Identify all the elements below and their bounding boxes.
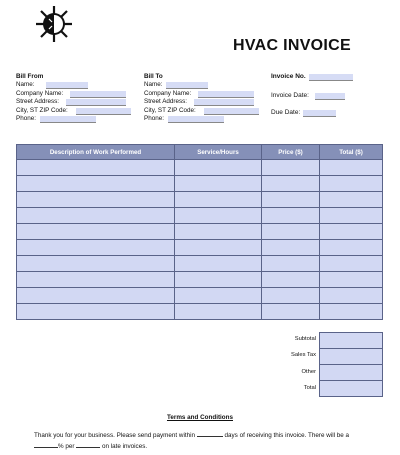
late-fee-period-blank[interactable]: [76, 441, 100, 448]
field-label: Name:: [144, 81, 163, 89]
column-header-description: Description of Work Performed: [17, 145, 175, 160]
column-header-total: Total ($): [320, 145, 383, 160]
description-cell[interactable]: [17, 240, 175, 256]
price-cell[interactable]: [262, 304, 320, 320]
late-fee-percent-blank[interactable]: [34, 441, 58, 448]
field-label: Street Address:: [144, 98, 188, 106]
bill-to-company-field[interactable]: [198, 91, 254, 98]
bill-to-section: [144, 73, 264, 123]
invoice-date-label: Invoice Date:: [271, 92, 309, 99]
invoice-number-label: Invoice No.: [271, 73, 306, 80]
bill-from-street-field[interactable]: [66, 99, 126, 106]
field-label: Phone:: [144, 114, 164, 122]
service-hours-cell[interactable]: [175, 304, 262, 320]
description-cell[interactable]: [17, 208, 175, 224]
field-label: Phone:: [16, 114, 36, 122]
service-hours-cell[interactable]: [175, 272, 262, 288]
table-row: [17, 160, 383, 176]
total-field[interactable]: [319, 380, 383, 397]
service-hours-cell[interactable]: [175, 208, 262, 224]
line-items-table: [16, 144, 383, 320]
price-cell[interactable]: [262, 176, 320, 192]
terms-text-part4: on late invoices.: [101, 443, 148, 450]
price-cell[interactable]: [262, 192, 320, 208]
terms-text-part2: days of receiving this invoice. There will be a: [224, 432, 349, 439]
invoice-date-field[interactable]: [315, 93, 345, 100]
service-hours-cell[interactable]: [175, 288, 262, 304]
price-cell[interactable]: [262, 272, 320, 288]
bill-to-phone-field[interactable]: [168, 116, 224, 123]
total-cell[interactable]: [320, 240, 383, 256]
due-date-field[interactable]: [303, 110, 336, 117]
invoice-title: HVAC INVOICE: [233, 37, 351, 54]
snowflake-sun-icon: [34, 4, 74, 44]
field-label: Street Address:: [16, 98, 60, 106]
bill-from-city-field[interactable]: [76, 108, 131, 115]
service-hours-cell[interactable]: [175, 192, 262, 208]
other-label: Other: [301, 369, 316, 375]
field-label: Company Name:: [16, 89, 64, 97]
price-cell[interactable]: [262, 160, 320, 176]
total-cell[interactable]: [320, 272, 383, 288]
description-cell[interactable]: [17, 256, 175, 272]
terms-title: Terms and Conditions: [166, 414, 233, 421]
payment-days-blank[interactable]: [197, 430, 223, 437]
total-cell[interactable]: [320, 176, 383, 192]
price-cell[interactable]: [262, 256, 320, 272]
field-label: City, ST ZIP Code:: [144, 106, 196, 114]
total-cell[interactable]: [320, 208, 383, 224]
field-label: Company Name:: [144, 89, 192, 97]
service-hours-cell[interactable]: [175, 256, 262, 272]
bill-from-name-field[interactable]: [46, 82, 88, 89]
service-hours-cell[interactable]: [175, 240, 262, 256]
sales-tax-field[interactable]: [319, 348, 383, 365]
due-date-label: Due Date:: [271, 109, 301, 116]
other-field[interactable]: [319, 364, 383, 381]
bill-to-street-field[interactable]: [194, 99, 254, 106]
terms-text: [34, 430, 364, 452]
table-row: [17, 288, 383, 304]
total-cell[interactable]: [320, 224, 383, 240]
description-cell[interactable]: [17, 160, 175, 176]
bill-to-city-field[interactable]: [204, 108, 259, 115]
bill-from-company-field[interactable]: [70, 91, 126, 98]
sales-tax-label: Sales Tax: [290, 352, 316, 358]
subtotal-label: Subtotal: [294, 336, 316, 342]
field-label: Name:: [16, 81, 35, 89]
bill-from-phone-field[interactable]: [40, 116, 96, 123]
total-cell[interactable]: [320, 160, 383, 176]
bill-to-heading: Bill To: [144, 73, 163, 80]
table-row: [17, 240, 383, 256]
description-cell[interactable]: [17, 224, 175, 240]
total-label: Total: [303, 385, 316, 391]
total-cell[interactable]: [320, 256, 383, 272]
bill-to-name-field[interactable]: [166, 82, 208, 89]
table-row: [17, 192, 383, 208]
table-row: [17, 176, 383, 192]
terms-text-part3: % per: [58, 443, 75, 450]
price-cell[interactable]: [262, 240, 320, 256]
table-row: [17, 224, 383, 240]
price-cell[interactable]: [262, 208, 320, 224]
subtotal-field[interactable]: [319, 332, 383, 349]
description-cell[interactable]: [17, 192, 175, 208]
total-cell[interactable]: [320, 288, 383, 304]
table-row: [17, 272, 383, 288]
price-cell[interactable]: [262, 224, 320, 240]
column-header-service-hours: Service/Hours: [175, 145, 262, 160]
field-label: City, ST ZIP Code:: [16, 106, 68, 114]
column-header-price: Price ($): [262, 145, 320, 160]
service-hours-cell[interactable]: [175, 160, 262, 176]
bill-from-section: [16, 73, 136, 123]
total-cell[interactable]: [320, 192, 383, 208]
terms-text-part1: Thank you for your business. Please send payment within: [34, 432, 196, 439]
table-row: [17, 304, 383, 320]
description-cell[interactable]: [17, 272, 175, 288]
table-row: [17, 256, 383, 272]
description-cell[interactable]: [17, 288, 175, 304]
service-hours-cell[interactable]: [175, 224, 262, 240]
bill-from-heading: Bill From: [16, 73, 44, 80]
total-cell[interactable]: [320, 304, 383, 320]
table-row: [17, 208, 383, 224]
description-cell[interactable]: [17, 176, 175, 192]
price-cell[interactable]: [262, 288, 320, 304]
description-cell[interactable]: [17, 304, 175, 320]
table-header-row: [17, 145, 383, 160]
company-logo: [34, 4, 74, 44]
service-hours-cell[interactable]: [175, 176, 262, 192]
invoice-number-field[interactable]: [309, 74, 353, 81]
